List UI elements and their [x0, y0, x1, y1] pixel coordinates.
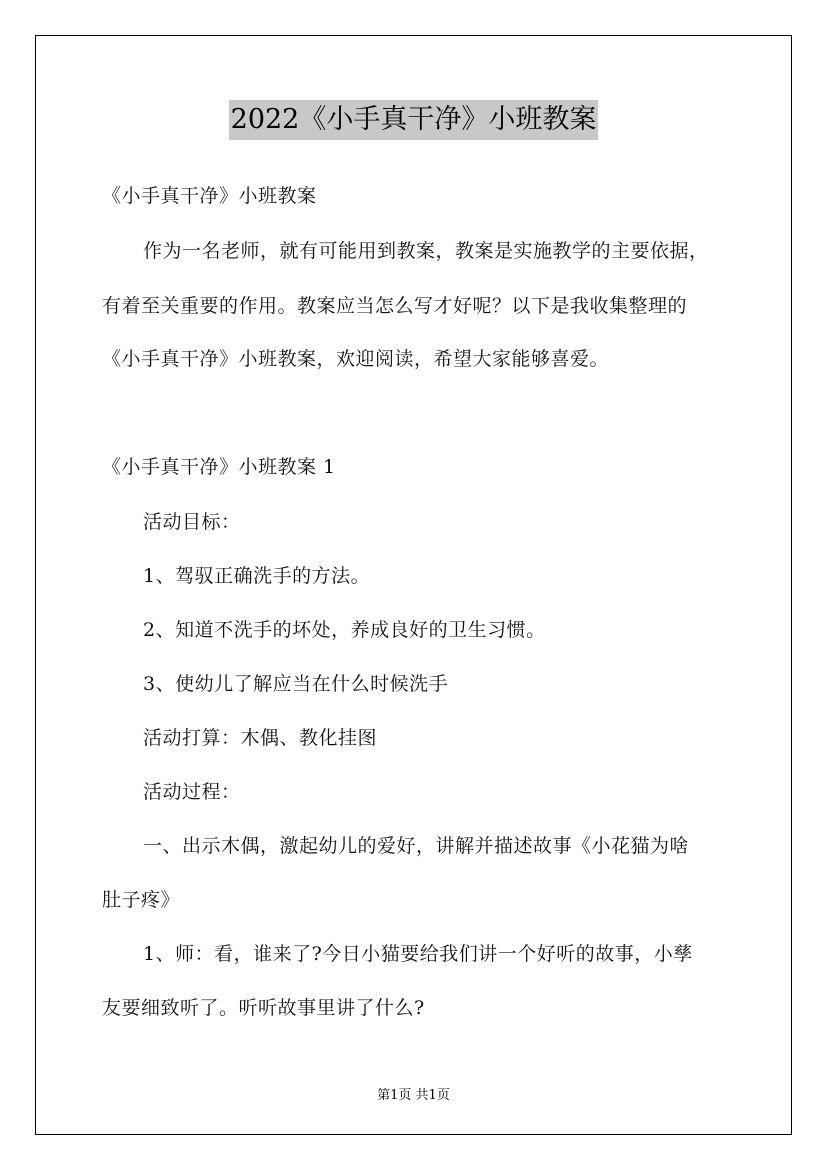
title-container: [0, 100, 827, 140]
goals-heading: 活动目标：: [143, 511, 241, 533]
step-line: 一、出示木偶，激起幼儿的爱好，讲解并描述故事《小花猫为啥: [143, 835, 690, 857]
subtitle: 《小手真干净》小班教案: [102, 185, 317, 207]
document-title: 2022《小手真干净》小班教案: [229, 100, 599, 140]
page-footer: 第1页 共1页: [377, 1088, 450, 1103]
step-line: 友要细致听了。听听故事里讲了什么?: [102, 997, 425, 1019]
goal-item: 2、知道不洗手的坏处，养成良好的卫生习惯。: [143, 619, 546, 641]
section-title: 《小手真干净》小班教案 1: [102, 456, 336, 478]
goal-item: 3、使幼儿了解应当在什么时候洗手: [143, 673, 449, 695]
intro-line: 《小手真干净》小班教案，欢迎阅读，希望大家能够喜爱。: [102, 348, 610, 370]
preparation: 活动打算：木偶、教化挂图: [143, 727, 378, 749]
process-heading: 活动过程：: [143, 781, 241, 803]
step-line: 肚子疼》: [102, 889, 181, 911]
intro-line: 作为一名老师，就有可能用到教案，教案是实施教学的主要依据，: [143, 240, 709, 262]
step-line: 1、师：看，谁来了?今日小猫要给我们讲一个好听的故事，小孳: [143, 943, 693, 965]
intro-line: 有着至关重要的作用。教案应当怎么写才好呢？以下是我收集整理的: [102, 295, 688, 317]
goal-item: 1、驾驭正确洗手的方法。: [143, 565, 371, 587]
